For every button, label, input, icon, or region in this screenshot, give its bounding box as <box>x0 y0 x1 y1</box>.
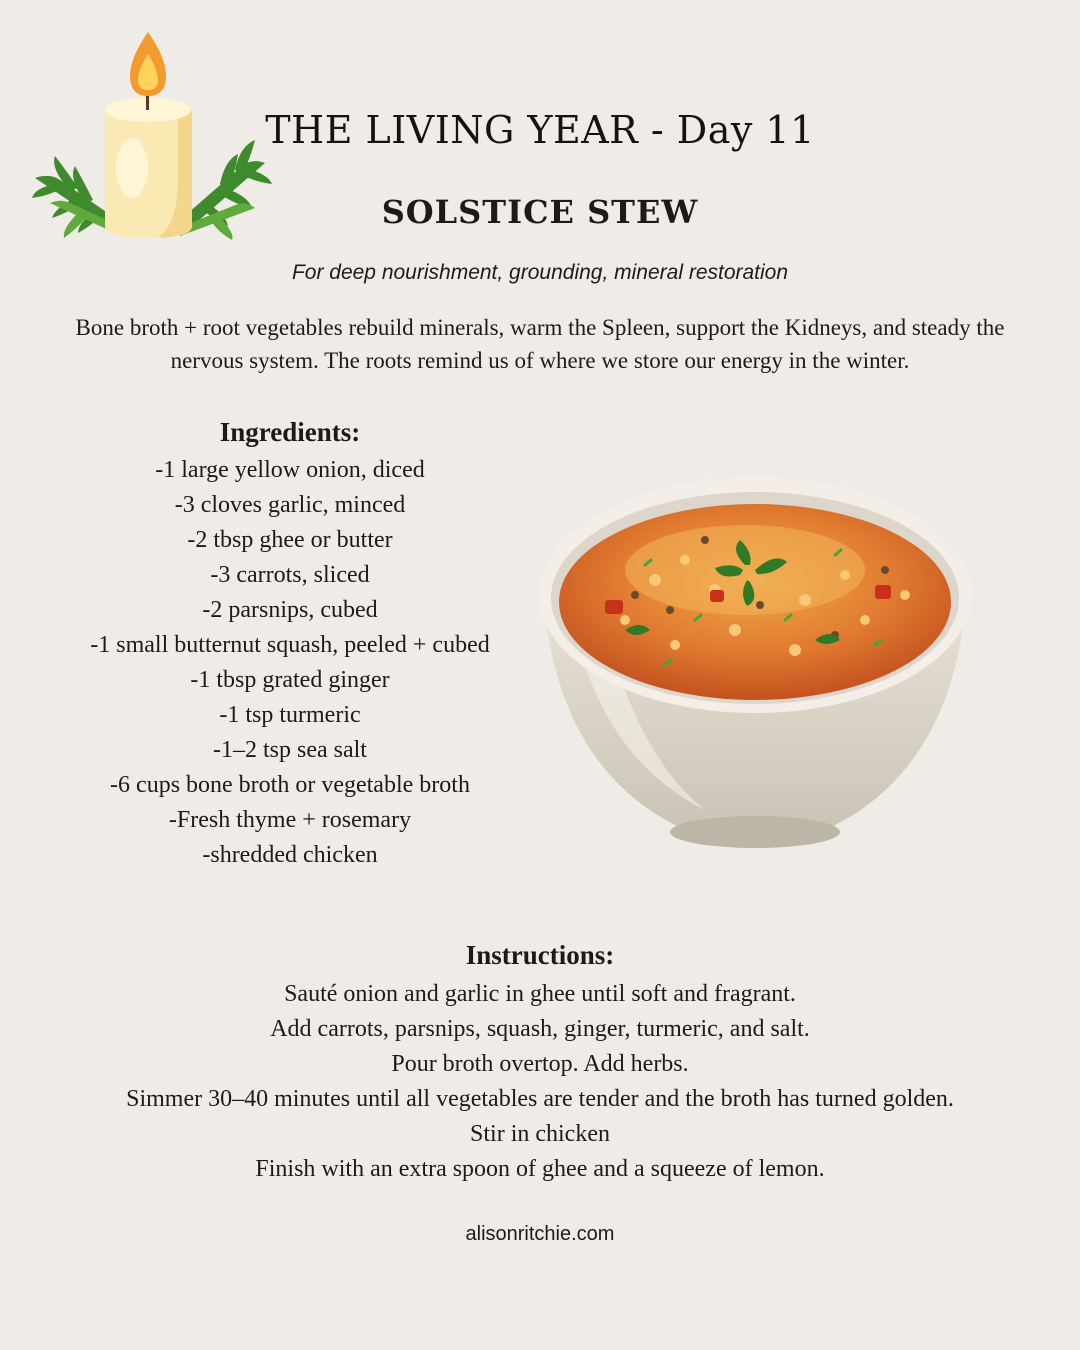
ingredient-item: -1–2 tsp sea salt <box>213 737 367 763</box>
soup-bowl-icon <box>535 470 975 860</box>
instructions-heading: Instructions: <box>465 940 615 970</box>
ingredient-item: -2 tbsp ghee or butter <box>187 527 393 553</box>
ingredient-item: -1 tbsp grated ginger <box>190 667 390 693</box>
ingredients-section <box>40 415 540 873</box>
ingredient-item: -2 parsnips, cubed <box>202 597 378 623</box>
ingredient-item: -1 small butternut squash, peeled + cubed <box>90 632 490 658</box>
instruction-step: Finish with an extra spoon of ghee and a squeeze of lemon. <box>255 1156 825 1182</box>
ingredient-item: -1 large yellow onion, diced <box>155 457 425 483</box>
recipe-subtitle: For deep nourishment, grounding, mineral restoration <box>291 261 789 284</box>
instructions-section <box>40 937 1040 1187</box>
instruction-step: Sauté onion and garlic in ghee until soft and fragrant. <box>284 981 796 1007</box>
ingredient-item: -6 cups bone broth or vegetable broth <box>110 772 470 798</box>
ingredient-item: -Fresh thyme + rosemary <box>168 807 412 833</box>
ingredients-list <box>40 453 540 873</box>
recipe-name: SOLSTICE STEW <box>381 193 699 231</box>
instructions-list <box>40 977 1040 1187</box>
page-title: THE LIVING YEAR - Day 11 <box>265 108 815 152</box>
ingredient-item: -3 carrots, sliced <box>210 562 370 588</box>
intro-paragraph: Bone broth + root vegetables rebuild minerals, warm the Spleen, support the Kidneys, and steady the nervous system. The roots remind us of where we store our energy in the winter. <box>75 315 1005 373</box>
instruction-step: Simmer 30–40 minutes until all vegetables are tender and the broth has turned golden. <box>126 1086 954 1112</box>
ingredients-heading: Ingredients: <box>219 417 361 447</box>
soup-bowl-illustration <box>535 470 975 860</box>
instruction-step: Pour broth overtop. Add herbs. <box>391 1051 689 1077</box>
instruction-step: Stir in chicken <box>470 1121 610 1147</box>
ingredient-item: -1 tsp turmeric <box>219 702 361 728</box>
ingredient-item: -shredded chicken <box>202 842 378 868</box>
footer-website: alisonritchie.com <box>465 1223 615 1245</box>
instruction-step: Add carrots, parsnips, squash, ginger, turmeric, and salt. <box>270 1016 810 1042</box>
ingredient-item: -3 cloves garlic, minced <box>174 492 406 518</box>
